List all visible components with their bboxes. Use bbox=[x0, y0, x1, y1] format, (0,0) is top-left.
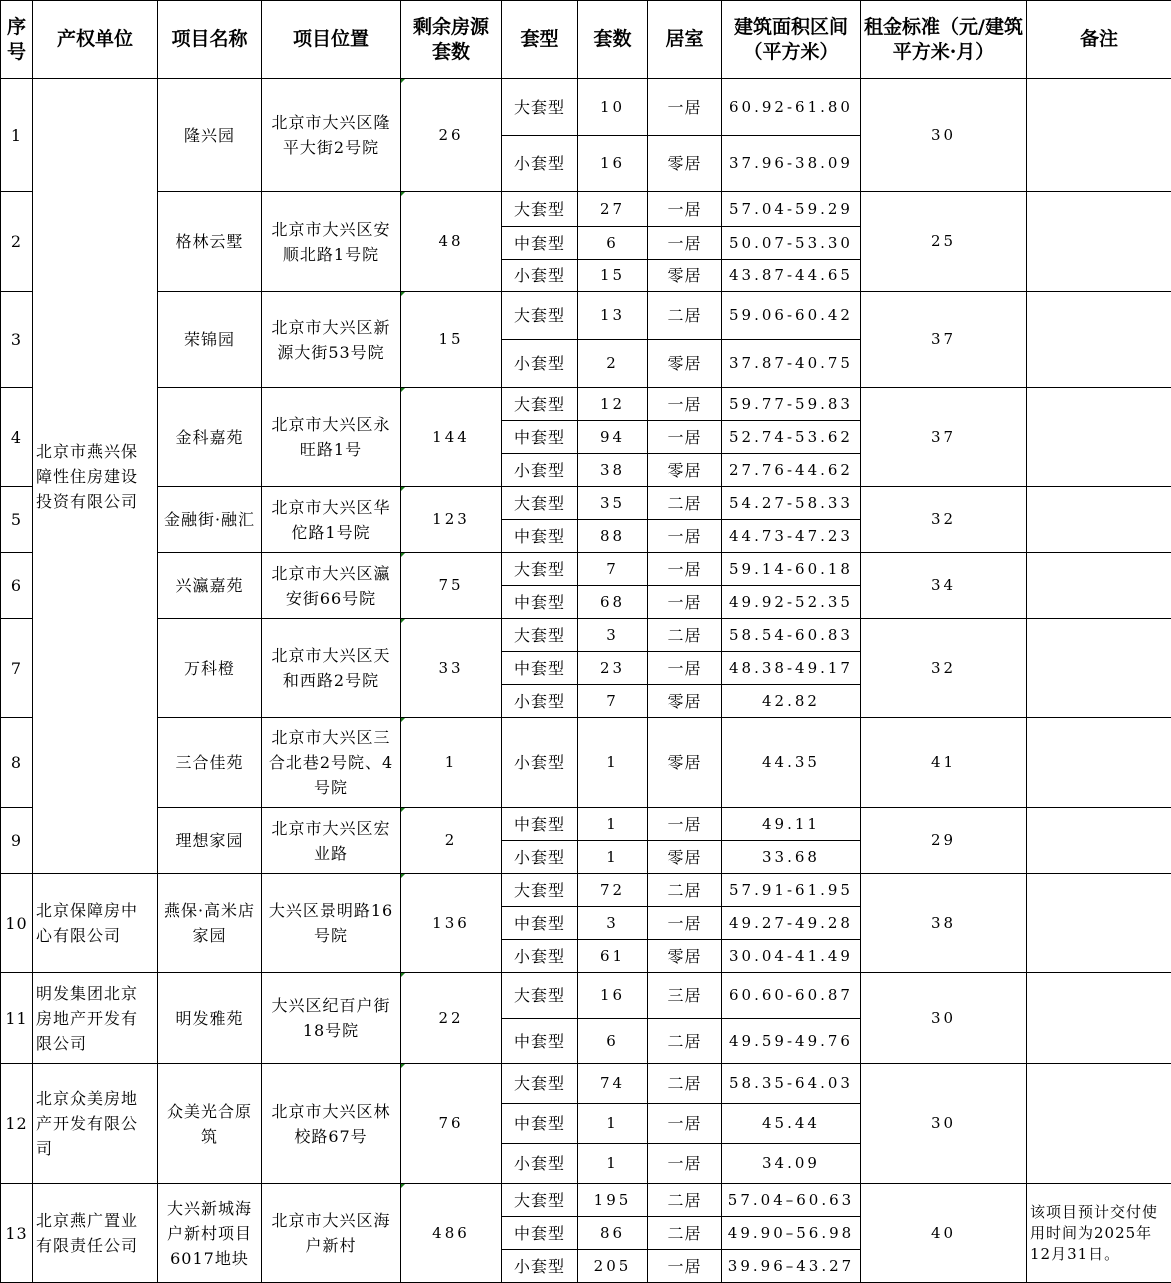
row-number: 10 bbox=[1, 874, 33, 973]
project-name: 金科嘉苑 bbox=[158, 388, 262, 487]
row-number: 11 bbox=[1, 973, 33, 1064]
header-col-type: 套型 bbox=[502, 1, 578, 79]
project-location: 北京市大兴区安顺北路1号院 bbox=[262, 192, 401, 292]
unit-type: 中套型 bbox=[502, 586, 578, 619]
table-row bbox=[1, 973, 1171, 1019]
unit-count: 1 bbox=[578, 718, 648, 808]
unit-type: 小套型 bbox=[502, 841, 578, 874]
unit-count: 10 bbox=[578, 79, 648, 136]
project-location: 大兴区纪百户街18号院 bbox=[262, 973, 401, 1064]
unit-count: 15 bbox=[578, 260, 648, 292]
project-name: 荣锦园 bbox=[158, 292, 262, 388]
unit-rooms: 零居 bbox=[648, 260, 722, 292]
remaining-units: 76 bbox=[401, 1064, 502, 1184]
unit-rooms: 零居 bbox=[648, 841, 722, 874]
unit-type: 中套型 bbox=[502, 652, 578, 685]
unit-type: 中套型 bbox=[502, 808, 578, 841]
project-location: 北京市大兴区隆平大街2号院 bbox=[262, 79, 401, 192]
unit-rooms: 零居 bbox=[648, 340, 722, 388]
owner-name: 北京市燕兴保障性住房建设投资有限公司 bbox=[33, 79, 158, 874]
unit-rooms: 二居 bbox=[648, 292, 722, 340]
unit-type: 小套型 bbox=[502, 1144, 578, 1184]
remark bbox=[1027, 553, 1171, 619]
unit-area: 52.74-53.62 bbox=[722, 421, 861, 454]
unit-rooms: 零居 bbox=[648, 718, 722, 808]
unit-type: 小套型 bbox=[502, 260, 578, 292]
row-number: 7 bbox=[1, 619, 33, 718]
unit-area: 58.35-64.03 bbox=[722, 1064, 861, 1104]
remaining-units: 15 bbox=[401, 292, 502, 388]
project-name: 大兴新城海户新村项目6017地块 bbox=[158, 1184, 262, 1283]
rent-standard: 37 bbox=[861, 292, 1027, 388]
unit-area: 60.60-60.87 bbox=[722, 973, 861, 1019]
remark bbox=[1027, 808, 1171, 874]
unit-count: 7 bbox=[578, 685, 648, 718]
unit-rooms: 一居 bbox=[648, 520, 722, 553]
unit-rooms: 一居 bbox=[648, 1104, 722, 1144]
table-row bbox=[1, 388, 1171, 421]
owner-name: 北京保障房中心有限公司 bbox=[33, 874, 158, 973]
table-row bbox=[1, 487, 1171, 520]
unit-area: 43.87-44.65 bbox=[722, 260, 861, 292]
unit-count: 13 bbox=[578, 292, 648, 340]
unit-area: 57.91-61.95 bbox=[722, 874, 861, 907]
unit-rooms: 零居 bbox=[648, 454, 722, 487]
unit-area: 45.44 bbox=[722, 1104, 861, 1144]
header-col-rooms: 居室 bbox=[648, 1, 722, 79]
project-name: 燕保·高米店家园 bbox=[158, 874, 262, 973]
unit-count: 38 bbox=[578, 454, 648, 487]
unit-area: 49.92-52.35 bbox=[722, 586, 861, 619]
unit-rooms: 一居 bbox=[648, 652, 722, 685]
remark bbox=[1027, 874, 1171, 973]
row-number: 8 bbox=[1, 718, 33, 808]
unit-area: 42.82 bbox=[722, 685, 861, 718]
unit-rooms: 一居 bbox=[648, 79, 722, 136]
unit-count: 6 bbox=[578, 1019, 648, 1064]
rent-standard: 32 bbox=[861, 487, 1027, 553]
header-col-no: 序号 bbox=[1, 1, 33, 79]
row-number: 1 bbox=[1, 79, 33, 192]
unit-count: 35 bbox=[578, 487, 648, 520]
rent-standard: 29 bbox=[861, 808, 1027, 874]
unit-rooms: 一居 bbox=[648, 421, 722, 454]
unit-count: 27 bbox=[578, 192, 648, 227]
unit-area: 44.35 bbox=[722, 718, 861, 808]
remark bbox=[1027, 619, 1171, 718]
remaining-units: 75 bbox=[401, 553, 502, 619]
table-row bbox=[1, 553, 1171, 586]
unit-type: 大套型 bbox=[502, 553, 578, 586]
unit-area: 57.04–60.63 bbox=[722, 1184, 861, 1217]
project-name: 兴瀛嘉苑 bbox=[158, 553, 262, 619]
project-location: 北京市大兴区华佗路1号院 bbox=[262, 487, 401, 553]
row-number: 2 bbox=[1, 192, 33, 292]
unit-count: 88 bbox=[578, 520, 648, 553]
unit-count: 3 bbox=[578, 619, 648, 652]
owner-name: 明发集团北京房地产开发有限公司 bbox=[33, 973, 158, 1064]
unit-area: 33.68 bbox=[722, 841, 861, 874]
unit-area: 57.04-59.29 bbox=[722, 192, 861, 227]
unit-area: 37.87-40.75 bbox=[722, 340, 861, 388]
project-location: 北京市大兴区天和西路2号院 bbox=[262, 619, 401, 718]
remark bbox=[1027, 388, 1171, 487]
row-number: 12 bbox=[1, 1064, 33, 1184]
unit-area: 39.96–43.27 bbox=[722, 1250, 861, 1283]
unit-area: 58.54-60.83 bbox=[722, 619, 861, 652]
unit-count: 86 bbox=[578, 1217, 648, 1250]
unit-count: 3 bbox=[578, 907, 648, 940]
rent-standard: 38 bbox=[861, 874, 1027, 973]
remaining-units: 123 bbox=[401, 487, 502, 553]
header-col-area: 建筑面积区间（平方米） bbox=[722, 1, 861, 79]
rent-standard: 40 bbox=[861, 1184, 1027, 1283]
unit-rooms: 零居 bbox=[648, 685, 722, 718]
unit-area: 34.09 bbox=[722, 1144, 861, 1184]
unit-rooms: 二居 bbox=[648, 1217, 722, 1250]
unit-area: 60.92-61.80 bbox=[722, 79, 861, 136]
rent-standard: 37 bbox=[861, 388, 1027, 487]
project-location: 大兴区景明路16号院 bbox=[262, 874, 401, 973]
project-name: 明发雅苑 bbox=[158, 973, 262, 1064]
rent-standard: 30 bbox=[861, 973, 1027, 1064]
unit-rooms: 二居 bbox=[648, 874, 722, 907]
rent-standard: 25 bbox=[861, 192, 1027, 292]
unit-count: 1 bbox=[578, 841, 648, 874]
unit-count: 72 bbox=[578, 874, 648, 907]
remark bbox=[1027, 79, 1171, 192]
unit-rooms: 零居 bbox=[648, 940, 722, 973]
unit-area: 59.77-59.83 bbox=[722, 388, 861, 421]
unit-area: 49.11 bbox=[722, 808, 861, 841]
remaining-units: 2 bbox=[401, 808, 502, 874]
table-row bbox=[1, 874, 1171, 907]
unit-type: 大套型 bbox=[502, 973, 578, 1019]
unit-count: 61 bbox=[578, 940, 648, 973]
unit-rooms: 一居 bbox=[648, 388, 722, 421]
unit-type: 中套型 bbox=[502, 1104, 578, 1144]
unit-count: 68 bbox=[578, 586, 648, 619]
header-col-count: 套数 bbox=[578, 1, 648, 79]
remaining-units: 33 bbox=[401, 619, 502, 718]
unit-type: 中套型 bbox=[502, 227, 578, 260]
unit-count: 16 bbox=[578, 973, 648, 1019]
row-number: 4 bbox=[1, 388, 33, 487]
header-col-owner: 产权单位 bbox=[33, 1, 158, 79]
header-row bbox=[1, 1, 1171, 79]
remark bbox=[1027, 487, 1171, 553]
unit-type: 大套型 bbox=[502, 79, 578, 136]
unit-area: 59.06-60.42 bbox=[722, 292, 861, 340]
unit-count: 23 bbox=[578, 652, 648, 685]
rent-standard: 30 bbox=[861, 1064, 1027, 1184]
project-location: 北京市大兴区林校路67号 bbox=[262, 1064, 401, 1184]
table-row bbox=[1, 79, 1171, 136]
project-location: 北京市大兴区新源大街53号院 bbox=[262, 292, 401, 388]
project-location: 北京市大兴区海户新村 bbox=[262, 1184, 401, 1283]
unit-rooms: 一居 bbox=[648, 553, 722, 586]
unit-type: 大套型 bbox=[502, 192, 578, 227]
project-location: 北京市大兴区永旺路1号 bbox=[262, 388, 401, 487]
unit-rooms: 二居 bbox=[648, 487, 722, 520]
unit-count: 195 bbox=[578, 1184, 648, 1217]
unit-type: 大套型 bbox=[502, 292, 578, 340]
unit-type: 中套型 bbox=[502, 907, 578, 940]
unit-type: 小套型 bbox=[502, 1250, 578, 1283]
unit-type: 大套型 bbox=[502, 487, 578, 520]
table-row bbox=[1, 808, 1171, 841]
unit-count: 1 bbox=[578, 1104, 648, 1144]
unit-area: 37.96-38.09 bbox=[722, 136, 861, 192]
owner-name: 北京燕广置业有限责任公司 bbox=[33, 1184, 158, 1283]
project-name: 隆兴园 bbox=[158, 79, 262, 192]
table-row bbox=[1, 718, 1171, 808]
remaining-units: 144 bbox=[401, 388, 502, 487]
remaining-units: 48 bbox=[401, 192, 502, 292]
header-col-location: 项目位置 bbox=[262, 1, 401, 79]
unit-type: 小套型 bbox=[502, 940, 578, 973]
unit-type: 小套型 bbox=[502, 685, 578, 718]
rent-standard: 41 bbox=[861, 718, 1027, 808]
unit-count: 16 bbox=[578, 136, 648, 192]
unit-rooms: 一居 bbox=[648, 227, 722, 260]
table-row bbox=[1, 192, 1171, 227]
unit-count: 1 bbox=[578, 808, 648, 841]
unit-area: 59.14-60.18 bbox=[722, 553, 861, 586]
remaining-units: 1 bbox=[401, 718, 502, 808]
unit-rooms: 一居 bbox=[648, 907, 722, 940]
unit-type: 中套型 bbox=[502, 421, 578, 454]
unit-area: 48.38-49.17 bbox=[722, 652, 861, 685]
remark bbox=[1027, 292, 1171, 388]
unit-count: 12 bbox=[578, 388, 648, 421]
unit-count: 74 bbox=[578, 1064, 648, 1104]
unit-rooms: 一居 bbox=[648, 808, 722, 841]
project-location: 北京市大兴区宏业路 bbox=[262, 808, 401, 874]
unit-type: 小套型 bbox=[502, 718, 578, 808]
unit-type: 小套型 bbox=[502, 136, 578, 192]
unit-rooms: 一居 bbox=[648, 192, 722, 227]
unit-rooms: 二居 bbox=[648, 619, 722, 652]
unit-area: 49.59-49.76 bbox=[722, 1019, 861, 1064]
unit-count: 2 bbox=[578, 340, 648, 388]
unit-rooms: 二居 bbox=[648, 1019, 722, 1064]
project-name: 众美光合原筑 bbox=[158, 1064, 262, 1184]
project-name: 金融街·融汇 bbox=[158, 487, 262, 553]
header-col-note: 备注 bbox=[1027, 1, 1171, 79]
unit-rooms: 一居 bbox=[648, 586, 722, 619]
project-name: 格林云墅 bbox=[158, 192, 262, 292]
unit-type: 小套型 bbox=[502, 340, 578, 388]
unit-type: 大套型 bbox=[502, 1064, 578, 1104]
unit-area: 27.76-44.62 bbox=[722, 454, 861, 487]
unit-area: 50.07-53.30 bbox=[722, 227, 861, 260]
unit-count: 6 bbox=[578, 227, 648, 260]
unit-rooms: 零居 bbox=[648, 136, 722, 192]
unit-count: 7 bbox=[578, 553, 648, 586]
remark bbox=[1027, 718, 1171, 808]
unit-rooms: 二居 bbox=[648, 1184, 722, 1217]
row-number: 5 bbox=[1, 487, 33, 553]
header-col-project: 项目名称 bbox=[158, 1, 262, 79]
remark bbox=[1027, 192, 1171, 292]
rent-standard: 34 bbox=[861, 553, 1027, 619]
unit-type: 中套型 bbox=[502, 1217, 578, 1250]
project-location: 北京市大兴区三合北巷2号院、4号院 bbox=[262, 718, 401, 808]
unit-type: 中套型 bbox=[502, 1019, 578, 1064]
row-number: 6 bbox=[1, 553, 33, 619]
rent-standard: 30 bbox=[861, 79, 1027, 192]
unit-count: 205 bbox=[578, 1250, 648, 1283]
row-number: 9 bbox=[1, 808, 33, 874]
unit-rooms: 二居 bbox=[648, 1064, 722, 1104]
unit-type: 大套型 bbox=[502, 619, 578, 652]
table-row bbox=[1, 292, 1171, 340]
remark bbox=[1027, 1064, 1171, 1184]
remark bbox=[1027, 973, 1171, 1064]
remaining-units: 486 bbox=[401, 1184, 502, 1283]
rent-standard: 32 bbox=[861, 619, 1027, 718]
owner-name: 北京众美房地产开发有限公司 bbox=[33, 1064, 158, 1184]
table-row bbox=[1, 1064, 1171, 1104]
remaining-units: 136 bbox=[401, 874, 502, 973]
unit-type: 小套型 bbox=[502, 454, 578, 487]
project-name: 理想家园 bbox=[158, 808, 262, 874]
project-name: 万科橙 bbox=[158, 619, 262, 718]
row-number: 3 bbox=[1, 292, 33, 388]
header-col-remaining: 剩余房源套数 bbox=[401, 1, 502, 79]
remark: 该项目预计交付使用时间为2025年12月31日。 bbox=[1027, 1184, 1171, 1283]
project-location: 北京市大兴区瀛安街66号院 bbox=[262, 553, 401, 619]
unit-type: 大套型 bbox=[502, 874, 578, 907]
unit-area: 49.90–56.98 bbox=[722, 1217, 861, 1250]
unit-rooms: 三居 bbox=[648, 973, 722, 1019]
header-col-rent: 租金标准（元/建筑平方米·月） bbox=[861, 1, 1027, 79]
remaining-units: 22 bbox=[401, 973, 502, 1064]
unit-rooms: 一居 bbox=[648, 1144, 722, 1184]
unit-count: 94 bbox=[578, 421, 648, 454]
unit-type: 中套型 bbox=[502, 520, 578, 553]
row-number: 13 bbox=[1, 1184, 33, 1283]
project-name: 三合佳苑 bbox=[158, 718, 262, 808]
unit-area: 30.04-41.49 bbox=[722, 940, 861, 973]
unit-type: 大套型 bbox=[502, 388, 578, 421]
remaining-units: 26 bbox=[401, 79, 502, 192]
table-row bbox=[1, 1184, 1171, 1217]
unit-area: 49.27-49.28 bbox=[722, 907, 861, 940]
unit-area: 54.27-58.33 bbox=[722, 487, 861, 520]
unit-count: 1 bbox=[578, 1144, 648, 1184]
unit-area: 44.73-47.23 bbox=[722, 520, 861, 553]
unit-rooms: 一居 bbox=[648, 1250, 722, 1283]
unit-type: 大套型 bbox=[502, 1184, 578, 1217]
table-row bbox=[1, 619, 1171, 652]
